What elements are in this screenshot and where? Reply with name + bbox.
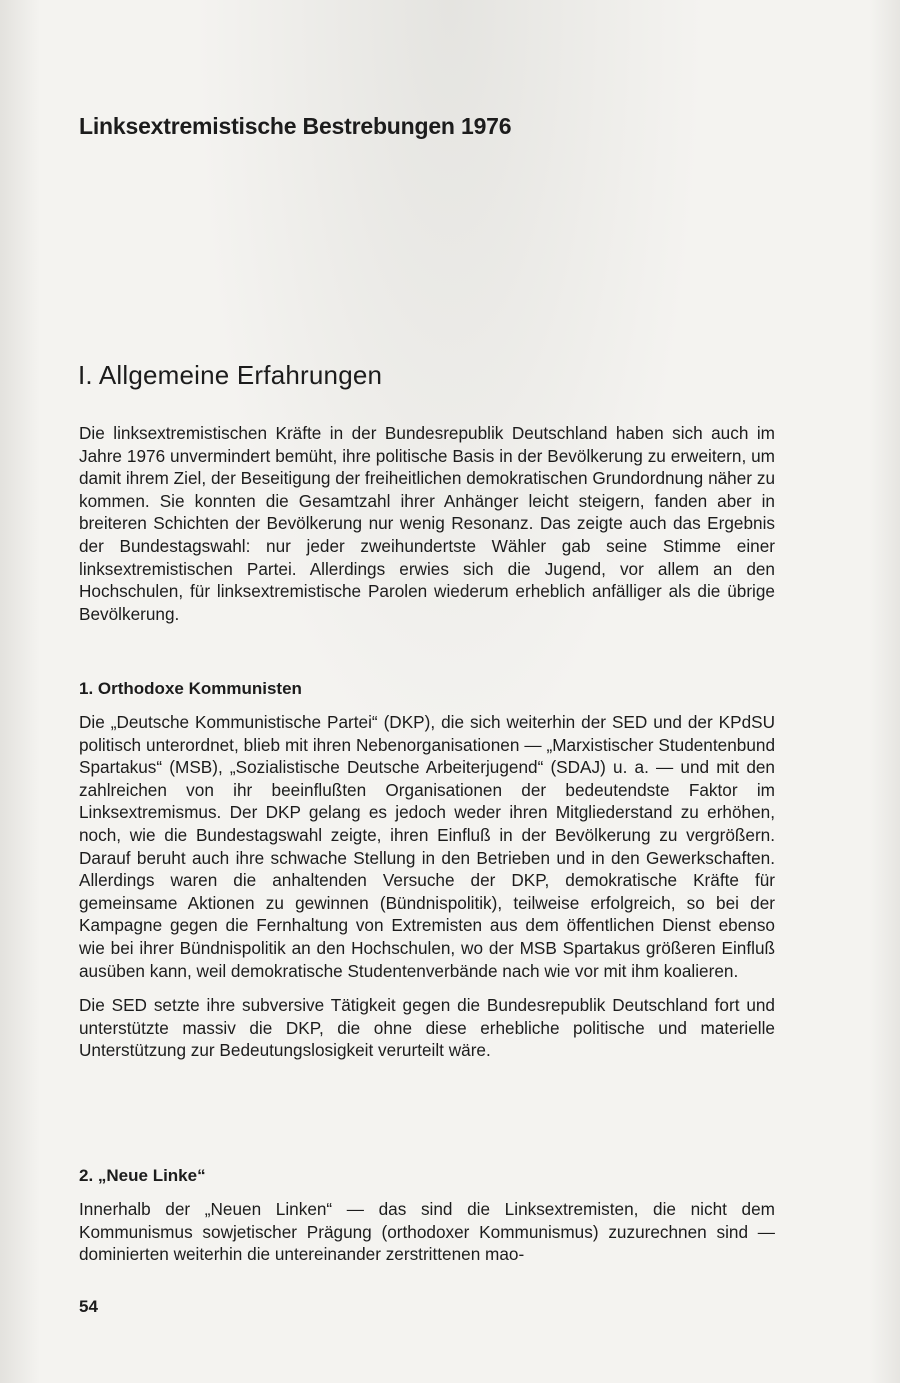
orthodox-paragraph-2: Die SED setzte ihre subversive Tätigkeit gegen die Bundesrepublik Deutschland fort und unterstützte massiv die DKP, die ohne diese erhebliche politische und materielle Unterstützung zur Bedeutungslosigkeit verurteilt wäre. xyxy=(79,995,775,1061)
intro-section xyxy=(79,422,775,625)
subsection-new-left xyxy=(79,1166,775,1266)
document-title: Linksextremistische Bestrebungen 1976 xyxy=(79,113,512,139)
section-heading: I. Allgemeine Erfahrungen xyxy=(78,360,383,390)
subsection-heading-orthodox: 1. Orthodoxe Kommunisten xyxy=(79,679,302,698)
page-number: 54 xyxy=(79,1297,98,1316)
subsection-heading-new-left: 2. „Neue Linke“ xyxy=(79,1166,206,1185)
intro-paragraph: Die linksextremistischen Kräfte in der Bundesrepublik Deutschland haben sich auch im Jahre 1976 unvermindert bemüht, ihre politische Basis in der Bevölkerung zu erweitern, um damit ihrem Ziel, der Beseitigung der freiheitlichen demokratischen Grundordnung näher zu kommen. Sie konnten die Gesamtzahl ihrer Anhänger leicht steigern, fanden aber in breiteren Schichten der Bevölkerung nur wenig Resonanz. Das zeigte auch das Ergebnis der Bundestagswahl: nur jeder zweihundertste Wähler gab seine Stimme einer linksextremistischen Partei. Allerdings erwies sich die Jugend, vor allem an den Hochschulen, für linksextremistische Parolen wiederum erheblich anfälliger als die übrige Bevölkerung. xyxy=(79,423,775,624)
subsection-orthodox xyxy=(79,679,775,1062)
new-left-paragraph-1: Innerhalb der „Neuen Linken“ — das sind die Linksextremisten, die nicht dem Kommunismus sowjetischer Prägung (orthodoxer Kommunismus) zuzurechnen sind — dominierten weiterhin die untereinander zerstrittenen mao- xyxy=(79,1199,775,1265)
orthodox-paragraph-1: Die „Deutsche Kommunistische Partei“ (DKP), die sich weiterhin der SED und der KPdSU politisch unterordnet, blieb mit ihren Nebenorganisationen — „Marxistischer Studentenbund Spartakus“ (MSB), „Sozialistische Deutsche Arbeiterjugend“ (SDAJ) u. a. — und mit den zahlreichen von ihr beeinflußten Organisationen der bedeutendste Faktor im Linksextremismus. Der DKP gelang es jedoch weder ihren Mitgliederstand zu erhöhen, noch, wie die Bundestagswahl zeigte, ihren Einfluß in der Bevölkerung zu vergrößern. Darauf beruht auch ihre schwache Stellung in den Betrieben und in den Gewerkschaften. Allerdings waren die anhaltenden Versuche der DKP, demokratische Kräfte für gemeinsame Aktionen zu gewinnen (Bündnispolitik), teilweise erfolgreich, so bei der Kampagne gegen die Fernhaltung von Extremisten aus dem öffentlichen Dienst ebenso wie bei ihrer Bündnispolitik an den Hochschulen, wo der MSB Spartakus größeren Einfluß ausüben kann, weil demokratische Studentenverbände nach wie vor mit ihm koalieren. xyxy=(79,712,775,981)
